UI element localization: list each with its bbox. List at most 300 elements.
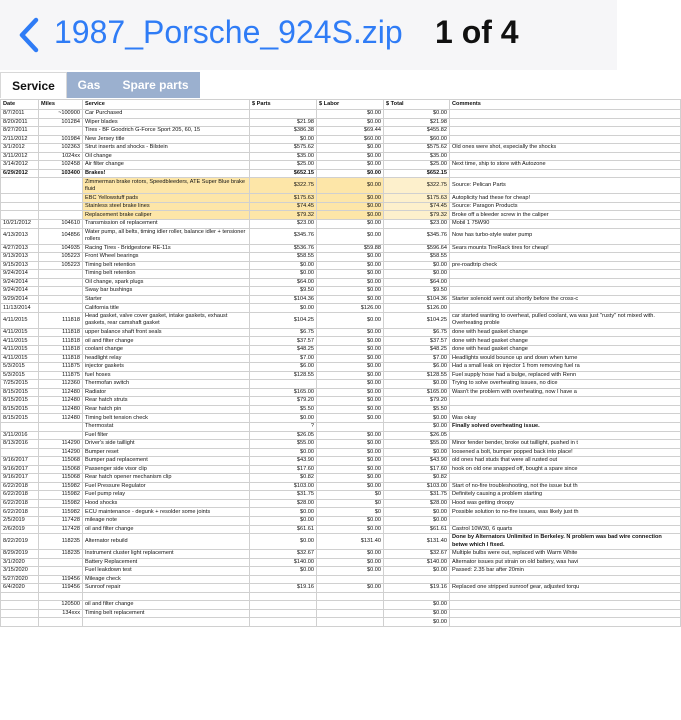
cell-parts[interactable]: $0.00 [250,448,317,457]
cell-service[interactable]: Battery Replacement [83,558,250,567]
cell-comments[interactable]: done with head gasket change [450,328,681,337]
cell-labor[interactable]: $0.00 [317,220,384,229]
cell-labor[interactable]: $0.00 [317,584,384,593]
cell-date[interactable]: 8/7/2011 [1,110,39,119]
cell-total[interactable]: $61.61 [384,525,450,534]
cell-parts[interactable]: $32.67 [250,550,317,559]
cell-labor[interactable]: $0.00 [317,228,384,244]
tab-gas[interactable]: Gas [67,72,111,98]
cell-parts[interactable]: $386.38 [250,127,317,136]
cell-service[interactable] [83,618,250,627]
cell-date[interactable]: 6/22/2018 [1,508,39,517]
cell-date[interactable]: 8/29/2019 [1,550,39,559]
cell-labor[interactable]: $0.00 [317,253,384,262]
cell-total[interactable]: $21.98 [384,118,450,127]
cell-parts[interactable]: $48.25 [250,346,317,355]
cell-miles[interactable]: 118235 [39,534,83,550]
cell-service[interactable]: Oil change [83,152,250,161]
cell-comments[interactable]: Wasn't the problem with overheating, now I have a [450,388,681,397]
cell-parts[interactable] [250,592,317,601]
cell-date[interactable]: 9/24/2014 [1,270,39,279]
cell-comments[interactable] [450,127,681,136]
cell-comments[interactable]: hook on old one snapped off, bought a spare since [450,465,681,474]
cell-labor[interactable]: $0.00 [317,440,384,449]
cell-date[interactable]: 2/6/2019 [1,525,39,534]
cell-date[interactable]: 4/27/2013 [1,244,39,253]
cell-date[interactable] [1,601,39,610]
back-chevron-icon[interactable] [14,16,44,54]
cell-miles[interactable]: 104610 [39,220,83,229]
cell-date[interactable]: 7/25/2015 [1,380,39,389]
cell-total[interactable]: $345.76 [384,228,450,244]
cell-miles[interactable]: 104856 [39,228,83,244]
cell-labor[interactable]: $0.00 [317,550,384,559]
cell-comments[interactable] [450,110,681,119]
cell-miles[interactable]: 112480 [39,397,83,406]
cell-parts[interactable]: $165.00 [250,388,317,397]
cell-parts[interactable] [250,618,317,627]
cell-total[interactable]: $322.75 [384,178,450,194]
cell-miles[interactable]: 102363 [39,144,83,153]
cell-service[interactable]: Timing belt retention [83,270,250,279]
cell-service[interactable]: Timing belt replacement [83,609,250,618]
cell-labor[interactable]: $0.00 [317,474,384,483]
cell-comments[interactable]: old ones had studs that were all rusted out [450,457,681,466]
cell-service[interactable]: Tires - BF Goodrich G-Force Sport 205, 60, 15 [83,127,250,136]
cell-miles[interactable]: 102458 [39,161,83,170]
cell-comments[interactable]: Castrol 10W30, 6 quarts [450,525,681,534]
cell-date[interactable]: 8/15/2015 [1,388,39,397]
cell-miles[interactable]: 115068 [39,457,83,466]
cell-total[interactable]: $652.15 [384,169,450,178]
cell-parts[interactable] [250,380,317,389]
cell-total[interactable]: $455.82 [384,127,450,136]
cell-total[interactable]: $6.75 [384,328,450,337]
cell-comments[interactable]: loosened a bolt, bumper popped back into place! [450,448,681,457]
cell-comments[interactable]: Source: Pelican Parts [450,178,681,194]
cell-service[interactable]: Air filter change [83,161,250,170]
cell-date[interactable]: 3/14/2012 [1,161,39,170]
cell-total[interactable]: $28.00 [384,499,450,508]
cell-comments[interactable]: Was okay [450,414,681,423]
cell-comments[interactable] [450,169,681,178]
cell-date[interactable] [1,618,39,627]
cell-miles[interactable]: ~100900 [39,110,83,119]
cell-comments[interactable] [450,405,681,414]
cell-date[interactable] [1,211,39,220]
cell-labor[interactable]: $0.00 [317,457,384,466]
cell-miles[interactable]: 112480 [39,405,83,414]
cell-service[interactable]: Passenger side visor clip [83,465,250,474]
cell-total[interactable]: $58.55 [384,253,450,262]
cell-miles[interactable]: 111818 [39,354,83,363]
cell-date[interactable]: 9/13/2013 [1,253,39,262]
cell-date[interactable]: 6/22/2018 [1,491,39,500]
cell-service[interactable]: Stainless steel brake lines [83,202,250,211]
cell-service[interactable]: Rear hatch opener mechanism clip [83,474,250,483]
cell-parts[interactable]: $9.50 [250,287,317,296]
cell-service[interactable]: Radiator [83,388,250,397]
cell-date[interactable]: 9/15/2013 [1,261,39,270]
cell-miles[interactable]: 134xxx [39,609,83,618]
cell-miles[interactable]: 119456 [39,575,83,584]
cell-service[interactable]: Racing Tires - Bridgestone RE-11s [83,244,250,253]
cell-comments[interactable]: Start of no-fire troubleshooting, not the issue but th [450,482,681,491]
cell-miles[interactable] [39,211,83,220]
cell-comments[interactable] [450,431,681,440]
cell-total[interactable]: $575.62 [384,144,450,153]
cell-total[interactable]: $25.00 [384,161,450,170]
cell-total[interactable]: $140.00 [384,558,450,567]
cell-labor[interactable]: $0.00 [317,465,384,474]
cell-total[interactable]: $0.00 [384,448,450,457]
cell-labor[interactable]: $0.00 [317,363,384,372]
cell-labor[interactable]: $60.00 [317,135,384,144]
cell-total[interactable]: $0.00 [384,601,450,610]
cell-comments[interactable] [450,609,681,618]
cell-comments[interactable] [450,278,681,287]
cell-miles[interactable] [39,431,83,440]
cell-labor[interactable]: $131.40 [317,534,384,550]
cell-parts[interactable]: $104.36 [250,295,317,304]
cell-parts[interactable]: $0.00 [250,508,317,517]
cell-miles[interactable] [39,618,83,627]
cell-comments[interactable]: Broke off a bleeder screw in the caliper [450,211,681,220]
cell-total[interactable]: $9.50 [384,287,450,296]
cell-parts[interactable]: $61.61 [250,525,317,534]
cell-date[interactable]: 5/27/2020 [1,575,39,584]
cell-labor[interactable]: $0.00 [317,295,384,304]
cell-labor[interactable]: $0.00 [317,354,384,363]
spreadsheet[interactable] [0,99,662,720]
cell-miles[interactable]: 115068 [39,474,83,483]
cell-date[interactable] [1,448,39,457]
cell-labor[interactable]: $0.00 [317,169,384,178]
cell-parts[interactable]: $0.00 [250,270,317,279]
cell-parts[interactable]: $0.00 [250,567,317,576]
cell-total[interactable]: $0.00 [384,380,450,389]
cell-comments[interactable]: Fuel supply hose had a bulge, replaced with Renn [450,371,681,380]
cell-total[interactable]: $55.00 [384,440,450,449]
cell-parts[interactable]: $0.82 [250,474,317,483]
cell-service[interactable]: Mileage check [83,575,250,584]
cell-comments[interactable]: Starter solenoid went out shortly before the cross-c [450,295,681,304]
cell-service[interactable]: Timing belt tension check [83,414,250,423]
cell-parts[interactable]: $37.57 [250,337,317,346]
cell-labor[interactable]: $59.88 [317,244,384,253]
cell-service[interactable]: Timing belt retention [83,261,250,270]
cell-service[interactable]: fuel hoses [83,371,250,380]
cell-labor[interactable]: $0.00 [317,405,384,414]
cell-total[interactable]: $43.90 [384,457,450,466]
cell-labor[interactable]: $69.44 [317,127,384,136]
cell-miles[interactable] [39,295,83,304]
cell-date[interactable]: 2/11/2012 [1,135,39,144]
cell-parts[interactable]: $103.00 [250,482,317,491]
cell-miles[interactable]: 117428 [39,525,83,534]
cell-date[interactable]: 8/13/2016 [1,440,39,449]
cell-date[interactable]: 3/11/2012 [1,152,39,161]
cell-comments[interactable] [450,270,681,279]
cell-miles[interactable]: 118235 [39,550,83,559]
cell-miles[interactable]: 103400 [39,169,83,178]
cell-service[interactable]: Rear hatch pin [83,405,250,414]
cell-miles[interactable]: 111818 [39,312,83,328]
cell-parts[interactable] [250,601,317,610]
cell-parts[interactable]: $175.63 [250,194,317,203]
cell-comments[interactable]: Alternator issues put strain on old battery, was havi [450,558,681,567]
cell-labor[interactable]: $0.00 [317,567,384,576]
cell-labor[interactable] [317,422,384,431]
tab-service[interactable]: Service [0,72,67,98]
cell-miles[interactable]: 111875 [39,371,83,380]
cell-date[interactable]: 4/11/2015 [1,312,39,328]
cell-service[interactable]: Transmission oil replacement [83,220,250,229]
cell-comments[interactable] [450,152,681,161]
cell-miles[interactable] [39,592,83,601]
cell-comments[interactable] [450,516,681,525]
cell-service[interactable]: Thermostat [83,422,250,431]
cell-parts[interactable]: $140.00 [250,558,317,567]
cell-total[interactable]: $5.50 [384,405,450,414]
cell-labor[interactable]: $0.00 [317,144,384,153]
cell-total[interactable]: $60.00 [384,135,450,144]
cell-parts[interactable]: $31.75 [250,491,317,500]
cell-parts[interactable]: $0.00 [250,414,317,423]
cell-total[interactable]: $0.00 [384,270,450,279]
cell-comments[interactable]: Minor fender bender, broke out taillight, pushed in t [450,440,681,449]
cell-total[interactable]: $131.40 [384,534,450,550]
cell-labor[interactable]: $0.00 [317,388,384,397]
cell-service[interactable]: Fuel leakdown test [83,567,250,576]
cell-date[interactable]: 8/22/2019 [1,534,39,550]
cell-total[interactable]: $0.00 [384,261,450,270]
cell-miles[interactable] [39,178,83,194]
cell-parts[interactable]: $21.98 [250,118,317,127]
cell-date[interactable]: 11/13/2014 [1,304,39,313]
cell-total[interactable]: $35.00 [384,152,450,161]
cell-total[interactable]: $32.67 [384,550,450,559]
cell-service[interactable]: injector gaskets [83,363,250,372]
cell-miles[interactable] [39,202,83,211]
cell-service[interactable]: Instrument cluster light replacement [83,550,250,559]
cell-service[interactable]: Brakes! [83,169,250,178]
cell-parts[interactable]: $35.00 [250,152,317,161]
cell-miles[interactable]: 104935 [39,244,83,253]
cell-date[interactable] [1,178,39,194]
cell-comments[interactable] [450,618,681,627]
cell-miles[interactable]: 112480 [39,414,83,423]
cell-total[interactable]: $19.16 [384,584,450,593]
cell-comments[interactable]: Next time, ship to store with Autozone [450,161,681,170]
cell-parts[interactable]: $0.00 [250,304,317,313]
cell-labor[interactable]: $0 [317,491,384,500]
cell-date[interactable]: 3/1/2020 [1,558,39,567]
cell-date[interactable] [1,422,39,431]
cell-service[interactable]: Fuel pump relay [83,491,250,500]
cell-miles[interactable] [39,304,83,313]
cell-labor[interactable] [317,618,384,627]
cell-labor[interactable]: $0.00 [317,194,384,203]
cell-comments[interactable]: Headlights would bounce up and down when turne [450,354,681,363]
cell-total[interactable]: $23.00 [384,220,450,229]
cell-date[interactable] [1,202,39,211]
cell-service[interactable]: Oil change, spark plugs [83,278,250,287]
cell-service[interactable]: Front Wheel bearings [83,253,250,262]
cell-service[interactable]: EBC Yellowstuff pads [83,194,250,203]
cell-service[interactable]: upper balance shaft front seals [83,328,250,337]
cell-comments[interactable]: Possible solution to no-fire issues, was likely just th [450,508,681,517]
cell-service[interactable]: Fuel Pressure Regulator [83,482,250,491]
cell-labor[interactable]: $0.00 [317,337,384,346]
cell-labor[interactable]: $0.00 [317,482,384,491]
cell-miles[interactable]: 111818 [39,337,83,346]
cell-date[interactable] [1,592,39,601]
cell-total[interactable]: $17.60 [384,465,450,474]
cell-labor[interactable]: $0.00 [317,211,384,220]
cell-date[interactable]: 4/11/2015 [1,328,39,337]
cell-miles[interactable] [39,422,83,431]
cell-date[interactable] [1,609,39,618]
cell-total[interactable]: $0.00 [384,110,450,119]
cell-service[interactable]: Zimmerman brake rotors, Speedbleeders, ATE Super Blue brake fluid [83,178,250,194]
cell-comments[interactable] [450,397,681,406]
cell-parts[interactable]: $0.00 [250,516,317,525]
cell-service[interactable]: Bumper pad replacement [83,457,250,466]
cell-comments[interactable]: Trying to solve overheating issues, no dice [450,380,681,389]
cell-miles[interactable]: 111818 [39,346,83,355]
cell-service[interactable]: headlight relay [83,354,250,363]
cell-date[interactable]: 6/4/2020 [1,584,39,593]
cell-date[interactable]: 8/15/2015 [1,414,39,423]
cell-parts[interactable]: $28.00 [250,499,317,508]
cell-labor[interactable] [317,592,384,601]
cell-service[interactable]: New Jersey title [83,135,250,144]
cell-service[interactable]: California title [83,304,250,313]
cell-parts[interactable]: $26.05 [250,431,317,440]
cell-service[interactable]: Hood shocks [83,499,250,508]
cell-total[interactable]: $0.00 [384,567,450,576]
cell-service[interactable]: Water pump, all belts, timing idler roller, balance idler + tensioner rollers [83,228,250,244]
cell-comments[interactable]: Finally solved overheating issue. [450,422,681,431]
cell-date[interactable]: 6/22/2018 [1,482,39,491]
cell-total[interactable]: $0.00 [384,516,450,525]
cell-labor[interactable]: $0.00 [317,380,384,389]
cell-total[interactable]: $0.00 [384,422,450,431]
cell-total[interactable]: $0.00 [384,508,450,517]
cell-miles[interactable] [39,567,83,576]
cell-service[interactable]: Starter [83,295,250,304]
cell-comments[interactable] [450,601,681,610]
cell-parts[interactable]: $23.00 [250,220,317,229]
cell-labor[interactable]: $0.00 [317,110,384,119]
cell-date[interactable]: 6/22/2018 [1,499,39,508]
cell-parts[interactable]: $19.16 [250,584,317,593]
cell-labor[interactable]: $0.00 [317,448,384,457]
cell-service[interactable]: Sunroof repair [83,584,250,593]
cell-miles[interactable]: 115982 [39,491,83,500]
cell-miles[interactable]: 105223 [39,261,83,270]
cell-comments[interactable]: Now has turbo-style water pump [450,228,681,244]
cell-comments[interactable] [450,135,681,144]
cell-labor[interactable] [317,609,384,618]
cell-labor[interactable] [317,575,384,584]
cell-miles[interactable]: 105223 [39,253,83,262]
cell-date[interactable]: 6/29/2012 [1,169,39,178]
cell-comments[interactable] [450,287,681,296]
cell-labor[interactable]: $0.00 [317,178,384,194]
cell-parts[interactable] [250,575,317,584]
cell-labor[interactable]: $0.00 [317,414,384,423]
cell-comments[interactable]: Autoplicity had these for cheap! [450,194,681,203]
cell-miles[interactable]: 115982 [39,482,83,491]
cell-labor[interactable]: $0.00 [317,202,384,211]
cell-comments[interactable]: Multiple bulbs were out, replaced with Warm White [450,550,681,559]
cell-date[interactable]: 8/15/2015 [1,405,39,414]
cell-parts[interactable]: $652.15 [250,169,317,178]
cell-service[interactable]: oil and filter change [83,525,250,534]
cell-service[interactable]: Bumper reset [83,448,250,457]
cell-service[interactable] [83,592,250,601]
cell-labor[interactable]: $0.00 [317,261,384,270]
cell-total[interactable]: $104.36 [384,295,450,304]
cell-date[interactable]: 4/11/2015 [1,337,39,346]
cell-comments[interactable] [450,575,681,584]
cell-date[interactable]: 9/16/2017 [1,465,39,474]
cell-total[interactable]: $0.00 [384,609,450,618]
cell-labor[interactable]: $0 [317,499,384,508]
cell-comments[interactable]: Had a small leak on injector 1 from removing fuel ra [450,363,681,372]
cell-labor[interactable]: $0.00 [317,278,384,287]
cell-parts[interactable]: $0.00 [250,135,317,144]
cell-date[interactable]: 9/24/2014 [1,287,39,296]
cell-labor[interactable]: $0.00 [317,312,384,328]
cell-comments[interactable]: Definitely causing a problem starting [450,491,681,500]
cell-labor[interactable]: $0.00 [317,161,384,170]
cell-miles[interactable]: 114290 [39,448,83,457]
cell-miles[interactable]: 117428 [39,516,83,525]
cell-comments[interactable] [450,592,681,601]
cell-parts[interactable]: $6.75 [250,328,317,337]
cell-miles[interactable]: 115982 [39,508,83,517]
cell-parts[interactable]: $43.90 [250,457,317,466]
cell-labor[interactable]: $0.00 [317,431,384,440]
cell-service[interactable]: Replacement brake caliper [83,211,250,220]
cell-service[interactable]: Fuel filter [83,431,250,440]
cell-service[interactable]: Alternator rebuild [83,534,250,550]
cell-date[interactable]: 2/5/2019 [1,516,39,525]
cell-comments[interactable] [450,118,681,127]
cell-miles[interactable]: 115982 [39,499,83,508]
cell-labor[interactable]: $0.00 [317,371,384,380]
cell-total[interactable]: $48.25 [384,346,450,355]
cell-total[interactable]: $0.00 [384,618,450,627]
cell-parts[interactable]: $5.50 [250,405,317,414]
cell-service[interactable]: Rear hatch struts [83,397,250,406]
cell-service[interactable]: Head gasket, valve cover gasket, intake gaskets, exhaust gaskets, rear camshaft gasket [83,312,250,328]
cell-date[interactable]: 3/1/2012 [1,144,39,153]
cell-comments[interactable]: Mobil 1 75W90 [450,220,681,229]
cell-date[interactable]: 9/29/2014 [1,295,39,304]
cell-parts[interactable]: ? [250,422,317,431]
tab-spare-parts[interactable]: Spare parts [111,72,200,98]
cell-total[interactable]: $126.00 [384,304,450,313]
cell-service[interactable]: Wiper blades [83,118,250,127]
cell-date[interactable]: 8/27/2011 [1,127,39,136]
cell-total[interactable]: $128.55 [384,371,450,380]
cell-date[interactable]: 3/11/2016 [1,431,39,440]
cell-service[interactable]: oil and filter change [83,337,250,346]
